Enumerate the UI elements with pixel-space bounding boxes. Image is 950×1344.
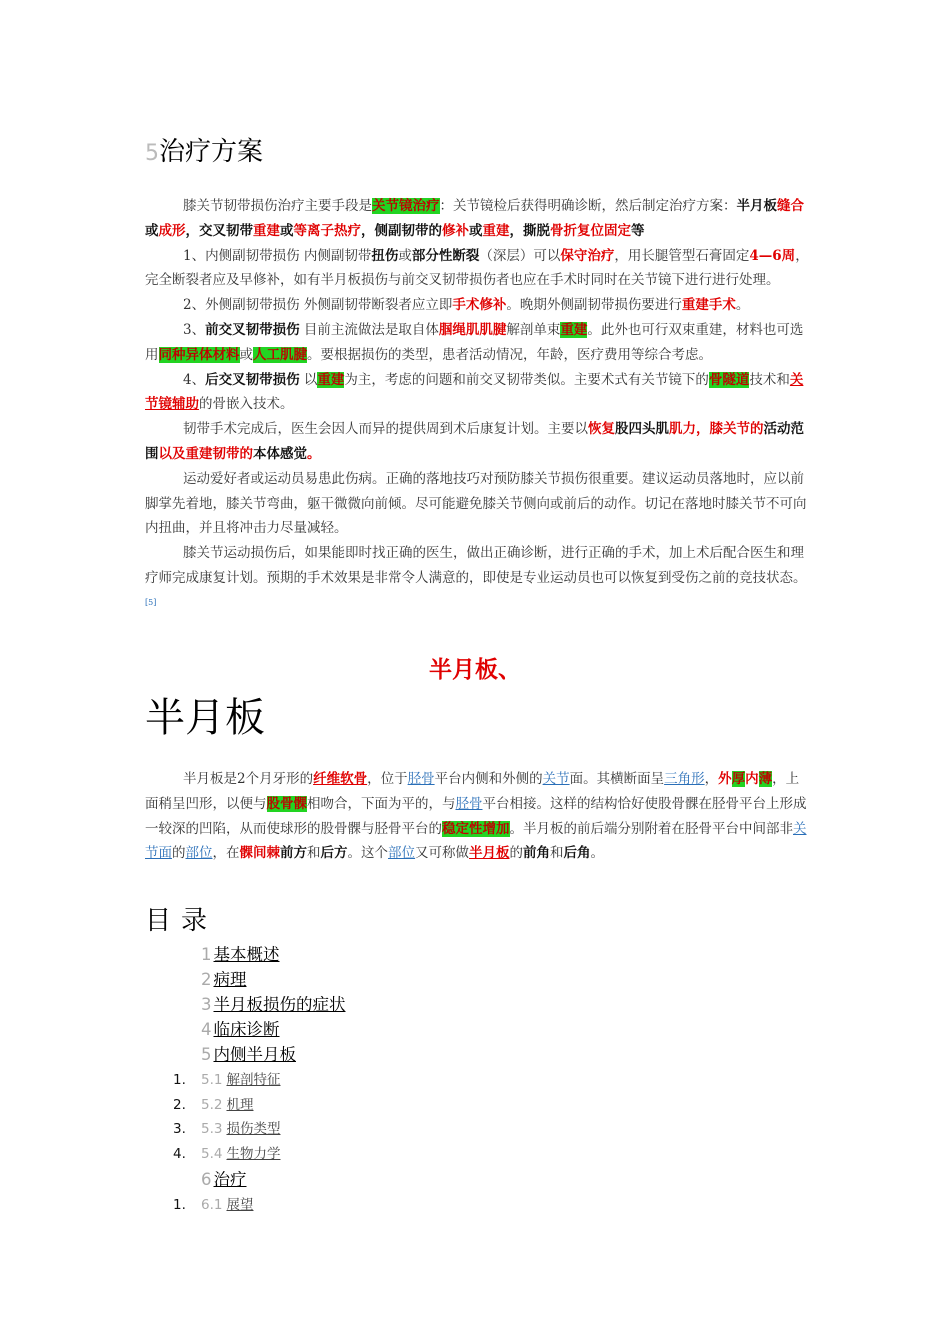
toc-subitem[interactable]: 1. 6.1 展望 <box>173 1197 254 1213</box>
paragraph: 半月板是2个月牙形的纤维软骨，位于胫骨平台内侧和外侧的关节面。其横断面呈三角形，外厚内薄，上面稍呈凹形，以便与股骨髁相吻合，下面为平的，与胫骨平台相接。这样的结构恰好使股骨髁在胫骨平台上形成一较深的凹陷，从而使球形的股骨髁与胫骨平台的稳定性增加。半月板的前后端分别附着在胫骨平台中间部非关节面的部位，在髁间棘前方和后方。这个部位又可称做半月板的前角和后角。 <box>145 771 807 862</box>
toc-item[interactable]: 2 病理 <box>201 970 247 989</box>
toc-subitem[interactable]: 4. 5.4 生物力学 <box>173 1146 281 1162</box>
section-number: 5 <box>145 141 159 166</box>
paragraph: 膝关节韧带损伤治疗主要手段是关节镜治疗：关节镜检后获得明确诊断，然后制定治疗方案：半月板缝合或成形，交叉韧带重建或等离子热疗，侧副韧带的修补或重建，撕脱骨折复位固定等 <box>145 198 804 239</box>
section-title: 治疗方案 <box>159 137 264 167</box>
toc-item[interactable]: 4 临床诊断 <box>201 1020 280 1039</box>
meniscus-intro <box>145 767 810 866</box>
paragraph: 韧带手术完成后，医生会因人而异的提供周到术后康复计划。主要以恢复股四头肌肌力，膝关节的活动范围以及重建韧带的本体感觉。 <box>145 421 804 462</box>
red-heading: 半月板、 <box>429 657 521 683</box>
section-heading <box>145 134 263 172</box>
link[interactable]: 半月板 <box>469 845 510 862</box>
toc-item[interactable]: 1 基本概述 <box>201 945 280 964</box>
reference-link[interactable]: [5] <box>145 597 157 607</box>
link[interactable]: 胫骨 <box>407 771 435 787</box>
link[interactable]: 部位 <box>185 845 213 862</box>
link[interactable]: 胫骨 <box>455 795 483 812</box>
paragraph: 膝关节运动损伤后，如果能即时找正确的医生，做出正确诊断，进行正确的手术，加上术后配合医生和理疗师完成康复计划。预期的手术效果是非常令人满意的，即使是专业运动员也可以恢复到受伤之前的竞技状态。[5] <box>145 545 807 607</box>
toc-subitem[interactable]: 1. 5.1 解剖特征 <box>173 1072 281 1088</box>
toc-title: 目录 <box>145 906 218 936</box>
paragraph: 4、后交叉韧带损伤 以重建为主，考虑的问题和前交叉韧带类似。主要术式有关节镜下的骨隧道技术和关节镜辅助的骨嵌入技术。 <box>145 371 804 413</box>
paragraph: 运动爱好者或运动员易患此伤病。正确的落地技巧对预防膝关节损伤很重要。建议运动员落地时，应以前脚掌先着地，膝关节弯曲，躯干微微向前倾。尽可能避免膝关节侧向或前后的动作。切记在落地时膝关节不可向内扭曲，并且将冲击力尽量减轻。 <box>145 470 807 537</box>
treatment-text <box>145 194 810 619</box>
paragraph: 2、外侧副韧带损伤 外侧副韧带断裂者应立即手术修补。晚期外侧副韧带损伤要进行重建手术。 <box>183 297 750 314</box>
link[interactable]: 关节面 <box>145 820 807 862</box>
paragraph: 1、内侧副韧带损伤 内侧副韧带扭伤或部分性断裂（深层）可以保守治疗，用长腿管型石膏固定4—6周，完全断裂者应及早修补，如有半月板损伤与前交叉韧带损伤者也应在手术时同时在关节镜下进行进行处理。 <box>145 247 809 289</box>
page-title: 半月板 <box>145 695 265 741</box>
link[interactable]: 部位 <box>388 845 415 862</box>
toc-subitem[interactable]: 2. 5.2 机理 <box>173 1097 254 1113</box>
paragraph: 3、前交叉韧带损伤 目前主流做法是取自体腘绳肌肌腱解剖单束重建。此外也可行双束重建，材料也可选用同种异体材料或人工肌腱。要根据损伤的类型，患者活动情况，年龄，医疗费用等综合考虑。 <box>145 321 804 363</box>
toc-item[interactable]: 3 半月板损伤的症状 <box>201 995 346 1014</box>
toc-subitem[interactable]: 3. 5.3 损伤类型 <box>173 1121 281 1137</box>
link[interactable]: 三角形 <box>664 771 705 787</box>
toc-item[interactable]: 5 内侧半月板 <box>201 1045 296 1064</box>
link[interactable]: 关节 <box>542 771 570 787</box>
toc-item[interactable]: 6 治疗 <box>201 1170 247 1189</box>
link[interactable]: 纤维软骨 <box>313 771 368 787</box>
